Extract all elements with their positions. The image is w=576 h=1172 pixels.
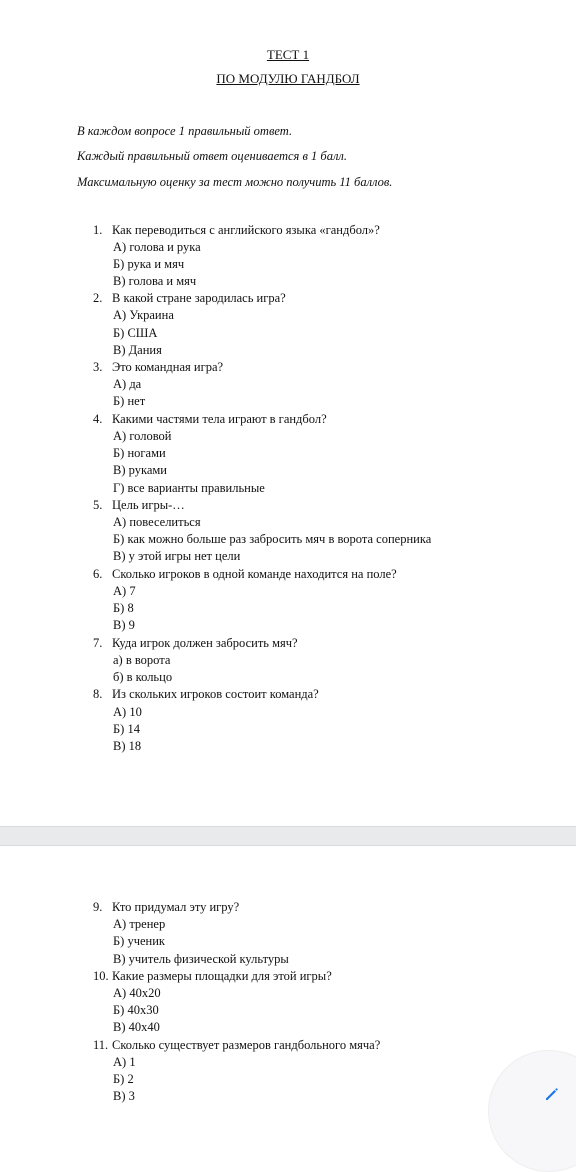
answer-option: В) голова и мяч xyxy=(113,274,197,288)
answer-option: А) повеселиться xyxy=(113,515,201,529)
question-text: Кто придумал эту игру? xyxy=(112,900,240,914)
intro-line-1: В каждом вопросе 1 правильный ответ. xyxy=(77,124,293,138)
question-number: 3. xyxy=(93,360,103,374)
answer-option: А) 7 xyxy=(113,584,136,598)
question-number: 4. xyxy=(93,412,103,426)
answer-option: А) 10 xyxy=(113,705,142,719)
answer-option: В) руками xyxy=(113,463,167,477)
answer-option: В) 18 xyxy=(113,739,142,753)
answer-option: Б) 14 xyxy=(113,722,140,736)
question-number: 10. xyxy=(93,969,109,983)
answer-option: б) в кольцо xyxy=(113,670,173,684)
test-title: ТЕСТ 1 xyxy=(266,47,310,62)
question-number: 8. xyxy=(93,687,103,701)
answer-option: Б) рука и мяч xyxy=(113,257,185,271)
answer-option: В) учитель физической культуры xyxy=(113,952,289,966)
answer-option: А) 1 xyxy=(113,1055,136,1069)
question-text: Сколько существует размеров гандбольного мяча? xyxy=(112,1038,381,1052)
question-text: В какой стране зародилась игра? xyxy=(112,291,286,305)
question-number: 2. xyxy=(93,291,103,305)
question-number: 6. xyxy=(93,567,103,581)
answer-option: В) Дания xyxy=(113,343,162,357)
answer-option: Б) 8 xyxy=(113,601,134,615)
question-text: Это командная игра? xyxy=(112,360,224,374)
intro-line-3: Максимальную оценку за тест можно получить 11 баллов. xyxy=(77,175,393,189)
question-text: Куда игрок должен забросить мяч? xyxy=(112,636,298,650)
question-text: Какими частями тела играют в гандбол? xyxy=(112,412,327,426)
question-text: Какие размеры площадки для этой игры? xyxy=(112,969,332,983)
answer-option: В) у этой игры нет цели xyxy=(113,549,241,563)
answer-option: Б) ученик xyxy=(113,934,166,948)
intro-line-2: Каждый правильный ответ оценивается в 1 балл. xyxy=(77,149,347,163)
question-number: 1. xyxy=(93,223,103,237)
answer-option: В) 3 xyxy=(113,1089,135,1103)
question-number: 9. xyxy=(93,900,103,914)
answer-option: А) Украина xyxy=(113,308,174,322)
answer-option: Б) ногами xyxy=(113,446,166,460)
edit-pencil-icon[interactable] xyxy=(544,1086,560,1102)
question-text: Из скольких игроков состоит команда? xyxy=(112,687,319,701)
question-number: 5. xyxy=(93,498,103,512)
answer-option: Б) 40х30 xyxy=(113,1003,159,1017)
answer-option: а) в ворота xyxy=(113,653,171,667)
answer-option: А) 40х20 xyxy=(113,986,161,1000)
test-subtitle: ПО МОДУЛЮ ГАНДБОЛ xyxy=(216,71,360,86)
answer-option: А) головой xyxy=(113,429,172,443)
question-number: 11. xyxy=(93,1038,109,1052)
answer-option: В) 40х40 xyxy=(113,1020,160,1034)
answer-option: А) тренер xyxy=(113,917,166,931)
question-text: Как переводиться с английского языка «гандбол»? xyxy=(112,223,380,237)
answer-option: В) 9 xyxy=(113,618,135,632)
answer-option: Г) все варианты правильные xyxy=(113,481,265,495)
question-number: 7. xyxy=(93,636,103,650)
answer-option: Б) как можно больше раз забросить мяч в ворота соперника xyxy=(113,532,432,546)
page-break xyxy=(0,826,576,846)
question-text: Цель игры-… xyxy=(112,498,185,512)
answer-option: Б) США xyxy=(113,326,158,340)
answer-option: Б) 2 xyxy=(113,1072,134,1086)
answer-option: Б) нет xyxy=(113,394,146,408)
answer-option: А) да xyxy=(113,377,142,391)
question-text: Сколько игроков в одной команде находится на поле? xyxy=(112,567,397,581)
answer-option: А) голова и рука xyxy=(113,240,201,254)
